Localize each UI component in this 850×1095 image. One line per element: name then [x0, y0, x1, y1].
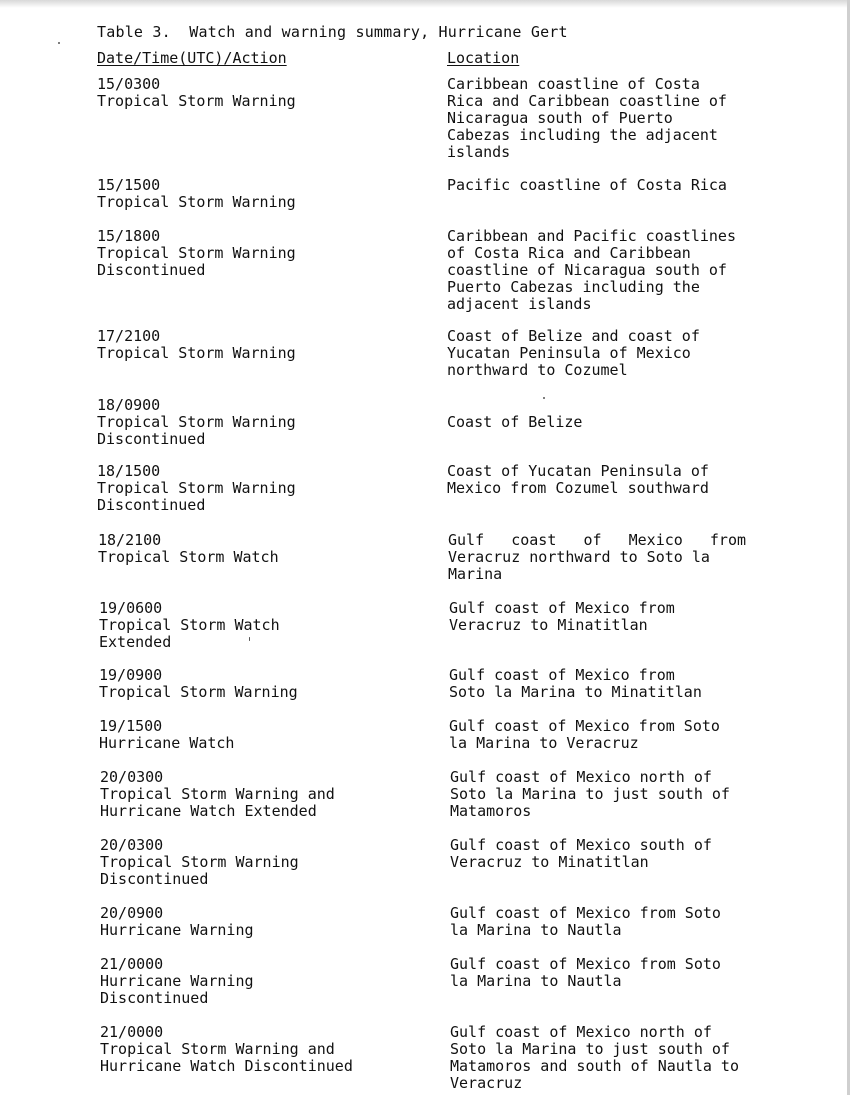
location-text: coastline of Nicaragua south of	[447, 261, 727, 279]
location-text: Gulf coast of Mexico north of	[450, 1023, 712, 1041]
location-text: northward to Cozumel	[447, 361, 628, 379]
scan-top-edge	[0, 0, 850, 8]
location-text: adjacent islands	[447, 295, 592, 313]
date-time-action-cell	[99, 718, 439, 752]
location-text: Soto la Marina to Minatitlan	[449, 683, 702, 701]
location-text: Gulf coast of Mexico from	[449, 599, 675, 617]
location-text: Veracruz to Minatitlan	[449, 616, 648, 634]
date-time-text: 18/1500	[97, 462, 161, 480]
date-time-text: 15/1500	[97, 176, 161, 194]
date-time-text: 19/0600	[99, 599, 163, 617]
date-time-action-cell	[97, 228, 437, 279]
location-cell	[447, 397, 837, 431]
location-cell	[450, 905, 840, 939]
location-cell	[449, 600, 839, 634]
action-text: Tropical Storm Warning	[97, 92, 296, 110]
location-text: Matamoros	[450, 802, 532, 820]
location-text: Marina	[448, 565, 503, 583]
location-text: Soto la Marina to just south of	[450, 785, 730, 803]
action-text: Discontinued	[100, 870, 209, 888]
location-text: Coast of Yucatan Peninsula of	[447, 462, 709, 480]
location-cell	[447, 177, 837, 194]
action-text: Tropical Storm Watch	[99, 616, 280, 634]
date-time-action-cell	[100, 905, 440, 939]
column-header-date-time-action: Date/Time(UTC)/Action	[97, 49, 287, 67]
location-text: Coast of Belize	[447, 413, 583, 431]
location-cell	[447, 76, 837, 161]
location-text: la Marina to Veracruz	[449, 734, 639, 752]
action-text: Discontinued	[97, 496, 206, 514]
date-time-text: 18/2100	[98, 531, 162, 549]
action-text: Tropical Storm Warning	[97, 193, 296, 211]
location-text: Rica and Caribbean coastline of	[447, 92, 727, 110]
date-time-text: 21/0000	[100, 955, 164, 973]
action-text: Discontinued	[100, 989, 209, 1007]
scan-speck	[58, 42, 60, 44]
location-cell	[447, 228, 837, 313]
location-text: Caribbean coastline of Costa	[447, 75, 700, 93]
location-text: Matamoros and south of Nautla to	[450, 1057, 739, 1075]
location-text: Soto la Marina to just south of	[450, 1040, 730, 1058]
date-time-text: 17/2100	[97, 327, 161, 345]
date-time-action-cell	[97, 76, 437, 110]
location-text: Cabezas including the adjacent	[447, 126, 718, 144]
location-text: Coast of Belize and coast of	[447, 327, 700, 345]
location-text: Gulf coast of Mexico south of	[450, 836, 712, 854]
action-text: Tropical Storm Warning and	[100, 785, 335, 803]
location-cell	[450, 956, 840, 990]
date-time-action-cell	[100, 837, 440, 888]
location-text: Veracruz to Minatitlan	[450, 853, 649, 871]
location-cell	[450, 769, 840, 820]
scan-speck	[543, 397, 545, 399]
action-text: Tropical Storm Warning	[97, 344, 296, 362]
location-cell	[450, 837, 840, 871]
location-cell	[450, 1024, 840, 1092]
location-text: of Costa Rica and Caribbean	[447, 244, 691, 262]
action-text: Tropical Storm Warning	[97, 413, 296, 431]
action-text: Tropical Storm Warning	[99, 683, 298, 701]
date-time-action-cell	[97, 463, 437, 514]
date-time-action-cell	[97, 177, 437, 211]
location-text: Yucatan Peninsula of Mexico	[447, 344, 691, 362]
date-time-text: 21/0000	[100, 1023, 164, 1041]
date-time-action-cell	[98, 532, 438, 566]
location-cell	[447, 328, 837, 379]
location-cell	[448, 532, 838, 583]
date-time-action-cell	[99, 600, 439, 651]
date-time-text: 20/0900	[100, 904, 164, 922]
scan-speck	[249, 637, 250, 641]
action-text: Tropical Storm Warning	[100, 853, 299, 871]
action-text: Discontinued	[97, 430, 206, 448]
location-cell	[449, 718, 839, 752]
date-time-text: 20/0300	[100, 768, 164, 786]
location-text: Nicaragua south of Puerto	[447, 109, 673, 127]
date-time-text: 15/1800	[97, 227, 161, 245]
date-time-text: 20/0300	[100, 836, 164, 854]
action-text: Tropical Storm Warning	[97, 479, 296, 497]
action-text: Hurricane Warning	[100, 972, 254, 990]
location-text: la Marina to Nautla	[450, 921, 622, 939]
action-text: Extended	[99, 633, 172, 651]
date-time-text: 15/0300	[97, 75, 161, 93]
location-text: Veracruz	[450, 1074, 523, 1092]
table-title: Table 3. Watch and warning summary, Hurricane Gert	[97, 23, 568, 41]
action-text: Discontinued	[97, 261, 206, 279]
location-text: Gulf coast of Mexico from	[448, 531, 747, 549]
date-time-action-cell	[100, 956, 440, 1007]
date-time-text: 19/0900	[99, 666, 163, 684]
action-text: Tropical Storm Warning and	[100, 1040, 335, 1058]
date-time-action-cell	[100, 769, 440, 820]
date-time-text: 18/0900	[97, 396, 161, 414]
action-text: Hurricane Watch	[99, 734, 235, 752]
location-text: Gulf coast of Mexico from Soto	[450, 955, 721, 973]
location-text: Veracruz northward to Soto la	[448, 548, 710, 566]
location-cell	[447, 463, 837, 497]
date-time-text: 19/1500	[99, 717, 163, 735]
action-text: Hurricane Watch Discontinued	[100, 1057, 353, 1075]
action-text: Hurricane Watch Extended	[100, 802, 317, 820]
action-text: Tropical Storm Warning	[97, 244, 296, 262]
location-text: Gulf coast of Mexico north of	[450, 768, 712, 786]
action-text: Hurricane Warning	[100, 921, 254, 939]
date-time-action-cell	[97, 397, 437, 448]
location-text: Pacific coastline of Costa Rica	[447, 176, 727, 194]
date-time-action-cell	[99, 667, 439, 701]
location-text: islands	[447, 143, 511, 161]
column-header-location: Location	[447, 49, 520, 67]
location-text: Gulf coast of Mexico from Soto	[449, 717, 720, 735]
date-time-action-cell	[100, 1024, 440, 1075]
location-text: Puerto Cabezas including the	[447, 278, 700, 296]
action-text: Tropical Storm Watch	[98, 548, 279, 566]
location-text: Gulf coast of Mexico from Soto	[450, 904, 721, 922]
date-time-action-cell	[97, 328, 437, 362]
location-text: Mexico from Cozumel southward	[447, 479, 709, 497]
location-text: Caribbean and Pacific coastlines	[447, 227, 736, 245]
location-cell	[449, 667, 839, 701]
location-text: Gulf coast of Mexico from	[449, 666, 675, 684]
location-text	[447, 397, 837, 414]
location-text: la Marina to Nautla	[450, 972, 622, 990]
